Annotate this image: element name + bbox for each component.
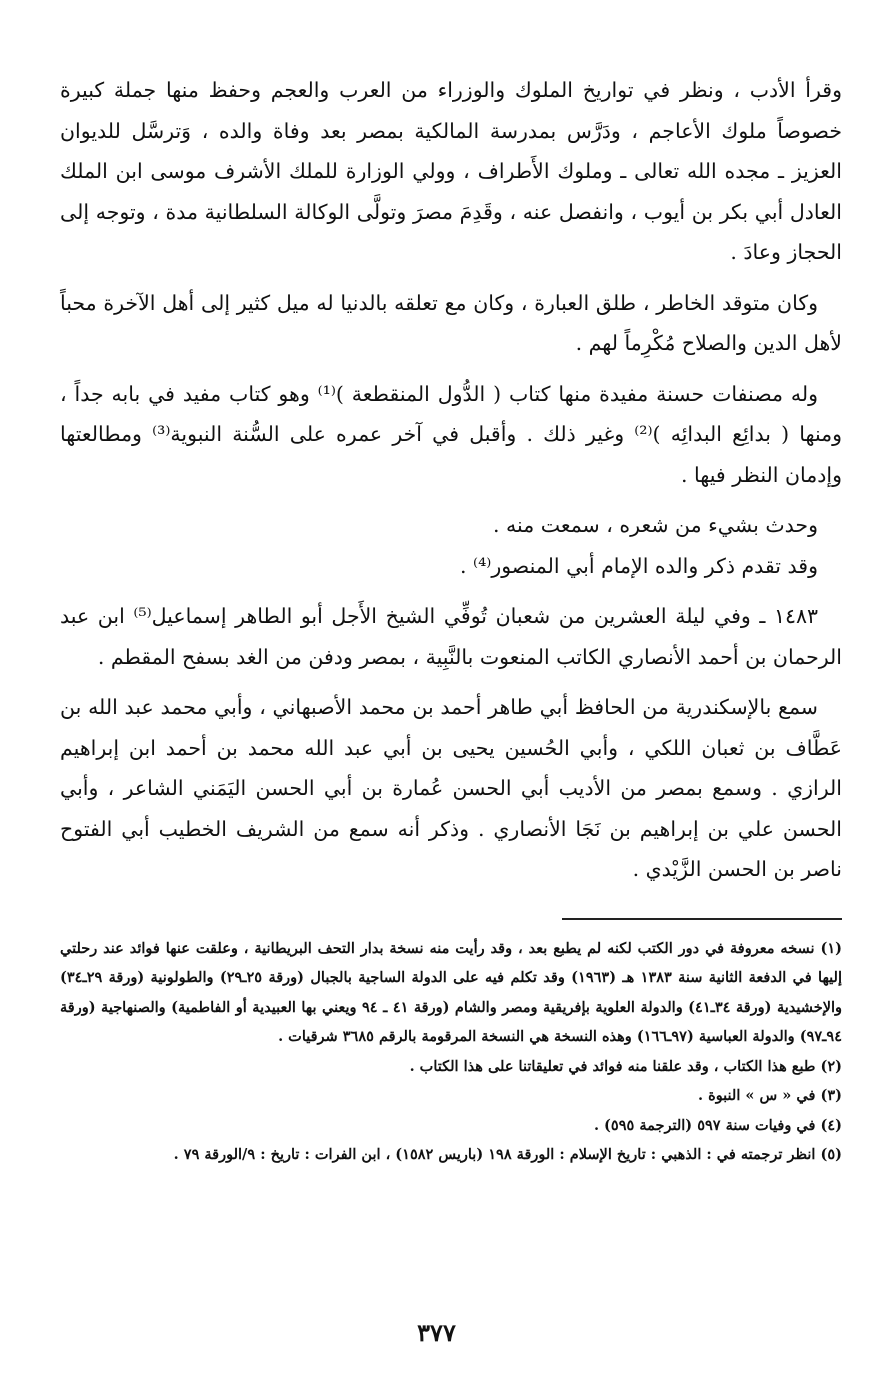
page-body xyxy=(60,70,842,1170)
footnote: (٥) انظر ترجمته في : الذهبي : تاريخ الإسلام : الورقة ١٩٨ (باريس ١٥٨٢) ، ابن الفرات : تاريخ : ٩/الورقة ٧٩ . xyxy=(173,1146,842,1163)
biography-entry: ١٤٨٣ ـ وفي ليلة العشرين من شعبان تُوفِّي الشيخ الأَجل أبو الطاهر إسماعيل⁽⁵⁾ ابن عبد الرحمان بن أحمد الأنصاري الكاتب المنعوت بالنَّبِية ، بمصر ودفن من الغد بسفح المقطم . xyxy=(60,604,842,669)
paragraph: وقرأ الأدب ، ونظر في تواريخ الملوك والوزراء من العرب والعجم وحفظ منها جملة كبيرة خصوصاً ملوك الأعاجم ، ودَرَّس بمدرسة المالكية بمصر بعد وفاة والده ، وَترسَّل للديوان العزيز ـ مجده الله تعالى ـ وملوك الأَطراف ، وولي الوزارة للملك الأشرف موسى ابن الملك العادل أبي بكر بن أيوب ، وانفصل عنه ، وقَدِمَ مصرَ وتولَّى الوكالة السلطانية مدة ، وتوجه إلى الحجاز وعادَ . xyxy=(60,78,842,264)
paragraph: وكان متوقد الخاطر ، طلق العبارة ، وكان مع تعلقه بالدنيا له ميل كثير إلى أهل الآخرة محباً لأهل الدين والصلاح مُكْرِماً لهم . xyxy=(60,290,842,355)
main-text xyxy=(60,70,842,890)
footnotes xyxy=(60,934,842,1170)
paragraph: وله مصنفات حسنة مفيدة منها كتاب ( الدُّول المنقطعة )⁽¹⁾ وهو كتاب مفيد في بابه جداً ، ومنها ( بدائِع البدائِه )⁽²⁾ وغير ذلك . وأقبل في آخر عمره على السُّنة النبوية⁽³⁾ ومطالعتها وإدمان النظر فيها . xyxy=(60,381,843,487)
footnote-divider xyxy=(562,918,842,920)
footnote: (١) نسخه معروفة في دور الكتب لكنه لم يطبع بعد ، وقد رأيت منه نسخة بدار التحف البريطانية ، وعلقت عنها فوائد عند رحلتي إليها في الدفعة الثانية سنة ١٣٨٣ هـ (١٩٦٣) وقد تكلم فيه على الدولة الساجية بالجبال (ورقة ٢٥ـ٢٩) والطولونية (ورقة ٢٩ـ٣٤) والإخشيدية (ورقة ٣٤ـ٤١) والدولة العلوية بإفريقية ومصر والشام (ورقة ٤١ ـ ٩٤ ويعني بها العبيدية أو الفاطمية) والصنهاجية (ورقة ٩٤ـ٩٧) والدولة العباسية (٩٧ـ١٦٦) وهذه النسخة هي النسخة المرقومة بالرقم ٣٦٨٥ شرقيات . xyxy=(60,939,842,1045)
paragraph: وقد تقدم ذكر والده الإمام أبي المنصور⁽⁴⁾ . xyxy=(459,553,818,578)
page-number: ٣٧٧ xyxy=(417,1318,456,1347)
footnote: (٤) في وفيات سنة ٥٩٧ (الترجمة ٥٩٥) . xyxy=(593,1116,842,1134)
paragraph: سمع بالإسكندرية من الحافظ أبي طاهر أحمد بن محمد الأصبهاني ، وأبي محمد عبد الله بن عَطَّاف بن ثعبان اللكي ، وأبي الحُسين يحيى بن أبي عبد الله محمد بن أحمد ابن إبراهيم الرازي . وسمع بمصر من الأديب أبي الحسن عُمارة بن أبي الحسن اليَمَني الشاعر ، وأبي الحسن علي بن إبراهيم بن نَجَا الأنصاري . وذكر أنه سمع من الشريف الخطيب أبي الفتوح ناصر بن الحسن الزَّيْدي . xyxy=(60,695,842,881)
footnote: (٢) طبع هذا الكتاب ، وقد علقنا منه فوائد في تعليقاتنا على هذا الكتاب . xyxy=(409,1057,842,1075)
paragraph: وحدث بشيء من شعره ، سمعت منه . xyxy=(492,513,818,537)
footnote: (٣) في « س » النبوة . xyxy=(698,1087,842,1104)
